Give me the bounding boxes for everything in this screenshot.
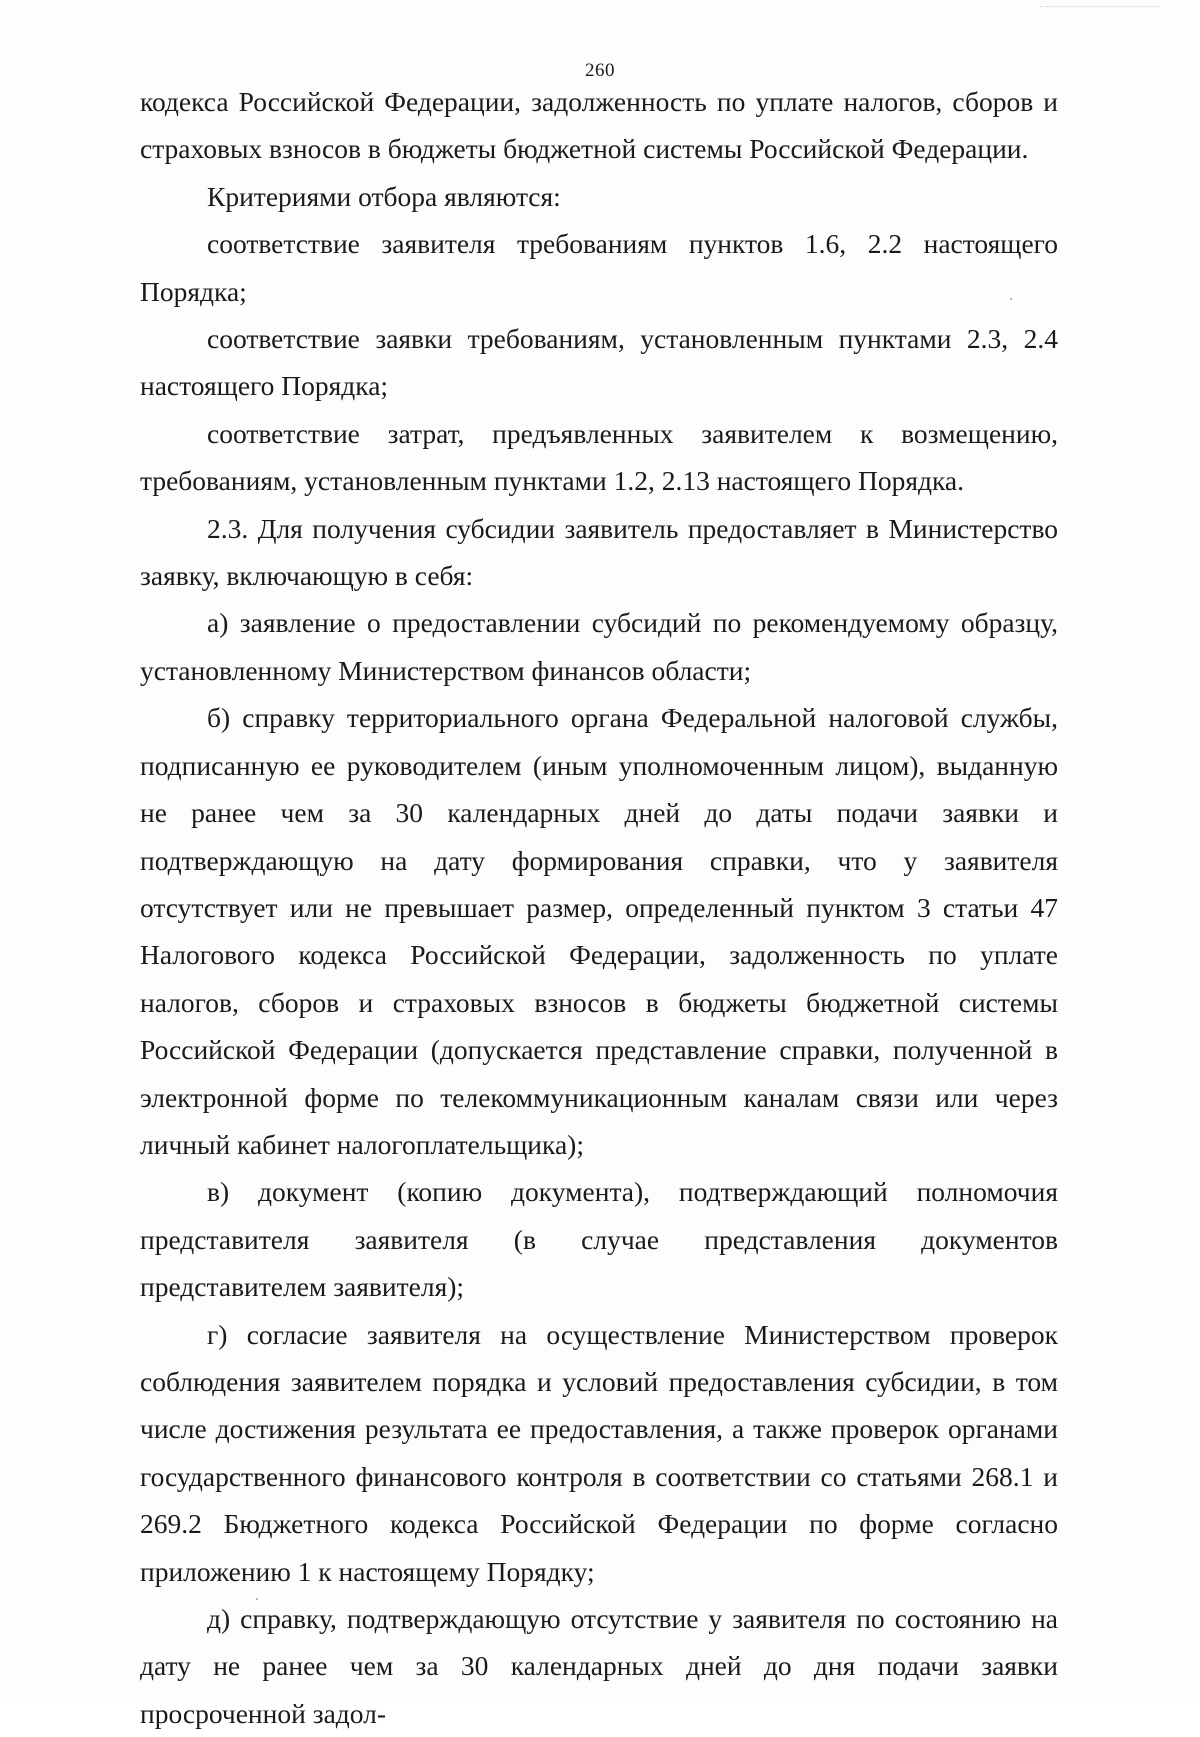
paragraph-section-2-3: 2.3. Для получения субсидии заявитель предоставляет в Министерство заявку, включающую в себя: bbox=[140, 512, 1058, 592]
document-body bbox=[140, 78, 1058, 1737]
paragraph-item-g: г) согласие заявителя на осуществление Министерством проверок соблюдения заявителем порядка и условий предоставления субсидии, в том числе достижения результата ее предоставления, а также проверок органами государственного финансового контроля в соответствии со статьями 268.1 и 269.2 Бюджетного кодекса Российской Федерации по форме согласно приложению 1 к настоящему Порядку; bbox=[140, 1318, 1058, 1587]
paragraph-criterion-1: соответствие заявителя требованиям пунктов 1.6, 2.2 настоящего Порядка; bbox=[140, 228, 1058, 307]
scan-speck bbox=[1010, 298, 1012, 300]
page-number: 260 bbox=[585, 60, 615, 81]
paragraph-criteria-heading: Критериями отбора являются: bbox=[207, 180, 561, 212]
paragraph-item-b: б) справку территориального органа Федеральной налоговой службы, подписанную ее руководителем (иным уполномоченным лицом), выданную не ранее чем за 30 календарных дней до даты подачи заявки и подтверждающую на дату формирования справки, что у заявителя отсутствует или не превышает размер, определенный пунктом 3 статьи 47 Налогового кодекса Российской Федерации, задолженность по уплате налогов, сборов и страховых взносов в бюджеты бюджетной системы Российской Федерации (допускается представление справки, полученной в электронной форме по телекоммуникационным каналам связи или через личный кабинет налогоплательщика); bbox=[140, 702, 1058, 1160]
paragraph-item-d: д) справку, подтверждающую отсутствие у заявителя по состоянию на дату не ранее чем за 30 календарных дней до дня подачи заявки просроченной задол- bbox=[140, 1603, 1058, 1729]
paragraph-item-v: в) документ (копию документа), подтверждающий полномочия представителя заявителя (в случае представления документов представителем заявителя); bbox=[140, 1176, 1058, 1303]
paragraph-criterion-3: соответствие затрат, предъявленных заявителем к возмещению, требованиям, установленным пунктами 1.2, 2.13 настоящего Порядка. bbox=[140, 417, 1058, 497]
paragraph-item-a: а) заявление о предоставлении субсидий по рекомендуемому образцу, установленному Министерством финансов области; bbox=[140, 607, 1058, 686]
paragraph-criterion-2: соответствие заявки требованиям, установленным пунктами 2.3, 2.4 настоящего Порядка; bbox=[140, 323, 1058, 402]
paragraph-continuation: кодекса Российской Федерации, задолженность по уплате налогов, сборов и страховых взносов в бюджеты бюджетной системы Российской Федерации. bbox=[140, 86, 1058, 165]
scan-speck bbox=[256, 1598, 258, 1600]
scan-artifact bbox=[1040, 0, 1160, 7]
